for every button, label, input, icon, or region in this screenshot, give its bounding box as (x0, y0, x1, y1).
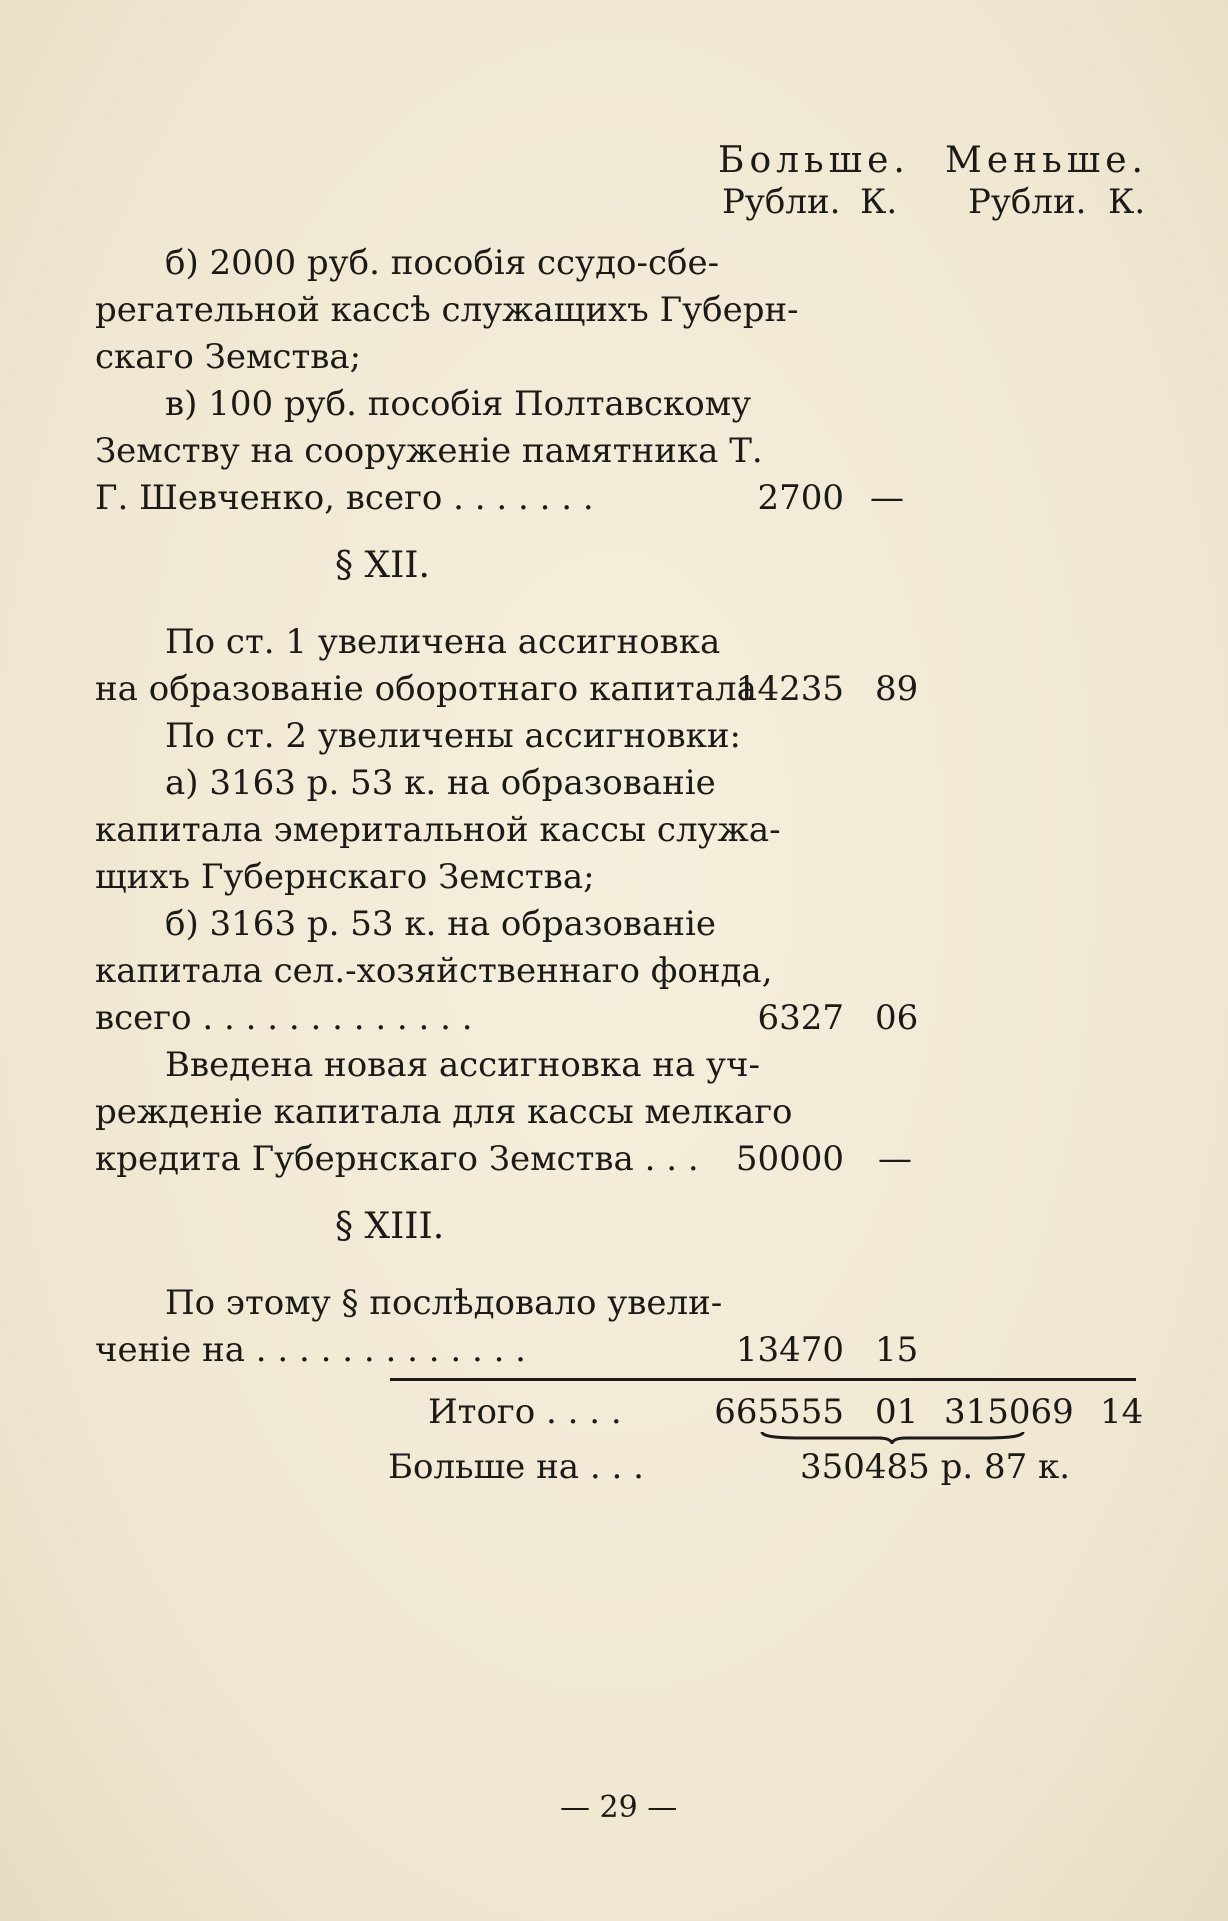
header-more: Больше. (718, 140, 910, 181)
page-number: — 29 — (560, 1790, 678, 1825)
total-less-rubles: 315069 (944, 1392, 1074, 1432)
amount-kopecks: — (870, 478, 904, 518)
text-line: щихъ Губернскаго Земства; (95, 857, 595, 897)
text-line: капитала сел.-хозяйственнаго фонда, (95, 951, 773, 991)
text-line: скаго Земства; (95, 337, 362, 377)
section-heading: § XII. (335, 545, 430, 586)
text-line: Земству на сооруженіе памятника Т. (95, 431, 763, 471)
text-line: б) 3163 р. 53 к. на образованіе (165, 904, 716, 944)
total-more-rubles: 665555 (714, 1392, 844, 1432)
difference-amount: 350485 р. 87 к. (800, 1447, 1071, 1487)
text-line: Г. Шевченко, всего . . . . . . . (95, 478, 594, 518)
text-line: б) 2000 руб. пособія ссудо-сбе- (165, 243, 720, 283)
text-line: ченіе на . . . . . . . . . . . . . (95, 1330, 526, 1370)
difference-brace (760, 1430, 1025, 1444)
text-line: Введена новая ассигновка на уч- (165, 1045, 760, 1085)
amount-rubles: 13470 (735, 1330, 844, 1370)
amount-rubles: 2700 (757, 478, 844, 518)
total-rule (390, 1378, 1136, 1381)
amount-kopecks: 06 (875, 998, 919, 1038)
text-line: По этому § послѣдовало увели- (165, 1283, 723, 1323)
total-more-kopecks: 01 (875, 1392, 919, 1432)
header-rubles-less: Рубли. (968, 182, 1087, 222)
amount-rubles: 6327 (757, 998, 844, 1038)
amount-rubles: 50000 (735, 1139, 844, 1179)
text-line: кредита Губернскаго Земства . . . (95, 1139, 699, 1179)
text-line: всего . . . . . . . . . . . . . (95, 998, 473, 1038)
text-line: в) 100 руб. пособія Полтавскому (165, 384, 752, 424)
header-kopecks-more: К. (860, 182, 898, 222)
total-less-kopecks: 14 (1100, 1392, 1144, 1432)
difference-label: Больше на . . . (388, 1447, 644, 1487)
section-heading: § XIII. (335, 1206, 445, 1247)
text-line: режденіе капитала для кассы мелкаго (95, 1092, 793, 1132)
text-line: капитала эмеритальной кассы служа- (95, 810, 781, 850)
header-kopecks-less: К. (1108, 182, 1146, 222)
amount-kopecks: 89 (875, 669, 919, 709)
text-line: По ст. 2 увеличены ассигновки: (165, 716, 741, 756)
column-headers (700, 140, 1160, 240)
amount-kopecks: 15 (875, 1330, 919, 1370)
text-line: регательной кассѣ служащихъ Губерн- (95, 290, 799, 330)
text-line: на образованіе оборотнаго капитала (95, 669, 757, 709)
total-label: Итого . . . . (428, 1392, 622, 1432)
text-line: По ст. 1 увеличена ассигновка (165, 622, 721, 662)
text-line: а) 3163 р. 53 к. на образованіе (165, 763, 716, 803)
header-rubles-more: Рубли. (722, 182, 841, 222)
amount-kopecks: — (878, 1139, 912, 1179)
amount-rubles: 14235 (735, 669, 844, 709)
header-less: Меньше. (945, 140, 1148, 181)
